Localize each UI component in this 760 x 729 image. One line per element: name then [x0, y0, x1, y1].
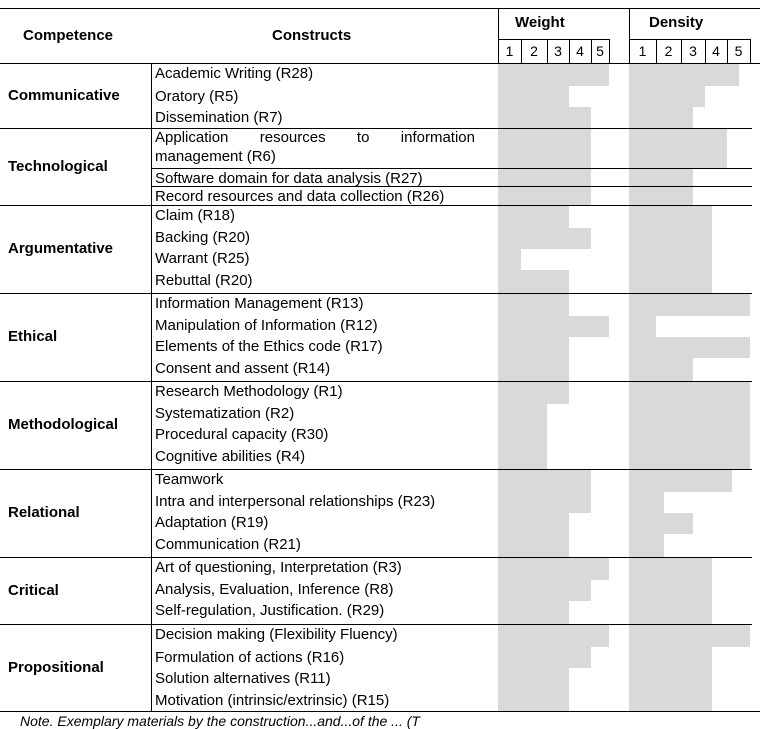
- weight-bar: [498, 168, 591, 186]
- weight-scale-1: 1: [505, 43, 514, 59]
- construct-label: Information Management (R13): [155, 295, 364, 312]
- weight-bar: [498, 186, 591, 205]
- density-scale-4: 4: [712, 43, 720, 59]
- weight-bar: [498, 128, 591, 168]
- density-bar: [629, 186, 693, 205]
- density-bar: [629, 492, 664, 513]
- density-scale-5: 5: [734, 43, 743, 59]
- density-bar: [629, 513, 693, 534]
- weight-scale-divider: [569, 39, 570, 63]
- constructs-left-edge: [151, 293, 152, 381]
- weight-bar: [498, 580, 591, 601]
- group-rule: [0, 557, 752, 558]
- construct-label: Intra and interpersonal relationships (R23): [155, 493, 436, 510]
- competence-label: Relational: [8, 504, 80, 521]
- constructs-left-edge: [151, 205, 152, 293]
- construct-label: Oratory (R5): [155, 88, 239, 105]
- weight-scale-5: 5: [596, 43, 604, 59]
- construct-label: Formulation of actions (R16): [155, 649, 345, 666]
- weight-bar: [498, 293, 569, 316]
- weight-bar: [498, 425, 547, 446]
- weight-bar: [498, 381, 569, 404]
- construct-label: Claim (R18): [155, 207, 236, 224]
- constructs-left-edge: [151, 381, 152, 469]
- competence-label: Communicative: [8, 86, 120, 104]
- density-bar: [629, 293, 750, 316]
- weight-bar: [498, 689, 569, 711]
- density-scale-divider: [705, 39, 706, 63]
- density-left-edge: [629, 8, 630, 63]
- competence-label: Propositional: [8, 658, 104, 676]
- construct-label: Manipulation of Information (R12): [155, 317, 378, 334]
- header-bottom-rule: [0, 63, 760, 64]
- competence-label: Methodological: [8, 416, 118, 433]
- density-bar: [629, 337, 750, 358]
- table-top-rule: [0, 8, 760, 9]
- density-scale-divider: [727, 39, 728, 63]
- density-bar: [629, 270, 712, 293]
- density-bar: [629, 624, 750, 647]
- header-weight: Weight: [515, 14, 565, 31]
- weight-scale-divider: [591, 39, 592, 63]
- density-scale-2: 2: [664, 43, 673, 59]
- construct-label: Record resources and data collection (R26): [155, 188, 445, 205]
- density-bar: [629, 86, 705, 107]
- construct-label: Cognitive abilities (R4): [155, 448, 306, 465]
- table-note: Note. Exemplary materials by the construction...and...of the ... (T: [20, 713, 420, 729]
- construct-label: Adaptation (R19): [155, 514, 269, 531]
- weight-scale-4: 4: [576, 43, 584, 59]
- constructs-left-edge: [151, 557, 152, 624]
- header-constructs: Constructs: [272, 27, 352, 44]
- weight-bar: [498, 601, 569, 624]
- weight-bar: [498, 107, 591, 128]
- density-bar: [629, 404, 750, 425]
- competence-label: Argumentative: [8, 240, 114, 257]
- constructs-left-edge: [151, 128, 152, 205]
- density-bar: [629, 647, 712, 668]
- construct-label: Consent and assent (R14): [155, 360, 331, 377]
- weight-bar: [498, 358, 569, 381]
- density-scale-divider: [681, 39, 682, 63]
- density-scale-1: 1: [638, 43, 647, 59]
- density-bar: [629, 205, 712, 228]
- weight-bar: [498, 404, 547, 425]
- construct-label: Warrant (R25): [155, 250, 250, 267]
- weight-bar: [498, 63, 609, 86]
- density-bar: [629, 469, 732, 492]
- weight-bar: [498, 228, 591, 249]
- density-bar: [629, 446, 750, 469]
- construct-label: Academic Writing (R28): [155, 65, 314, 82]
- weight-bar: [498, 337, 569, 358]
- density-bar: [629, 601, 712, 624]
- construct-label: Communication (R21): [155, 536, 301, 553]
- weight-bar: [498, 492, 591, 513]
- group-rule: [0, 624, 752, 625]
- density-bar: [629, 63, 739, 86]
- construct-label: Software domain for data analysis (R27): [155, 170, 423, 187]
- density-bar: [629, 128, 727, 168]
- competence-label: Critical: [8, 581, 59, 599]
- density-bar: [629, 107, 693, 128]
- construct-label: Dissemination (R7): [155, 109, 283, 126]
- weight-bar: [498, 557, 609, 580]
- weight-bar: [498, 316, 609, 337]
- density-bar: [629, 689, 712, 711]
- weight-bar: [498, 249, 521, 270]
- weight-bar: [498, 513, 569, 534]
- weight-left-edge: [498, 8, 499, 63]
- weight-bar: [498, 446, 547, 469]
- group-rule: [0, 469, 752, 470]
- construct-label: Backing (R20): [155, 229, 251, 246]
- competence-label: Ethical: [8, 328, 58, 345]
- row-rule: [151, 168, 752, 169]
- density-scale-divider: [750, 39, 751, 63]
- construct-label: Teamwork: [155, 471, 224, 488]
- weight-bar: [498, 647, 591, 668]
- constructs-left-edge: [151, 624, 152, 711]
- construct-label: Self-regulation, Justification. (R29): [155, 602, 385, 619]
- density-bar: [629, 249, 712, 270]
- weight-scale-divider: [547, 39, 548, 63]
- density-bar: [629, 534, 664, 557]
- weight-bar: [498, 86, 569, 107]
- construct-label: Art of questioning, Interpretation (R3): [155, 559, 402, 576]
- density-bar: [629, 580, 712, 601]
- weight-scale-2: 2: [530, 43, 538, 59]
- construct-label: Motivation (intrinsic/extrinsic) (R15): [155, 692, 390, 709]
- density-bar: [629, 381, 750, 404]
- density-scale-divider: [656, 39, 657, 63]
- competence-label: Technological: [8, 157, 108, 175]
- weight-bar: [498, 205, 569, 228]
- weight-bar: [498, 469, 591, 492]
- header-competence: Competence: [23, 27, 114, 44]
- weight-bar: [498, 534, 569, 557]
- constructs-left-edge: [151, 469, 152, 557]
- table-bottom-rule: [0, 711, 760, 712]
- construct-label: Application resources to information: [155, 129, 475, 146]
- construct-label: Analysis, Evaluation, Inference (R8): [155, 581, 394, 598]
- density-bar: [629, 316, 656, 337]
- density-bar: [629, 668, 712, 689]
- weight-right-edge: [609, 39, 610, 63]
- density-bar: [629, 557, 712, 580]
- constructs-left-edge: [151, 63, 152, 128]
- construct-label: Solution alternatives (R11): [155, 670, 331, 687]
- construct-label: Research Methodology (R1): [155, 383, 343, 400]
- construct-label-continued: management (R6): [155, 148, 276, 165]
- group-rule: [0, 293, 752, 294]
- weight-bar: [498, 270, 569, 293]
- construct-label: Systematization (R2): [155, 405, 295, 422]
- construct-label: Procedural capacity (R30): [155, 426, 329, 443]
- density-bar: [629, 358, 693, 381]
- density-bar: [629, 228, 712, 249]
- construct-label: Decision making (Flexibility Fluency): [155, 626, 398, 643]
- density-bar: [629, 425, 750, 446]
- group-rule: [0, 381, 752, 382]
- group-rule: [0, 205, 752, 206]
- density-bar: [629, 168, 693, 186]
- density-scale-top-line: [629, 39, 750, 40]
- construct-label: Elements of the Ethics code (R17): [155, 338, 383, 355]
- density-scale-3: 3: [689, 43, 697, 59]
- weight-scale-3: 3: [554, 43, 562, 59]
- header-density: Density: [649, 14, 704, 31]
- weight-bar: [498, 624, 609, 647]
- construct-label: Rebuttal (R20): [155, 272, 253, 289]
- weight-bar: [498, 668, 569, 689]
- weight-scale-divider: [521, 39, 522, 63]
- weight-scale-top-line: [498, 39, 609, 40]
